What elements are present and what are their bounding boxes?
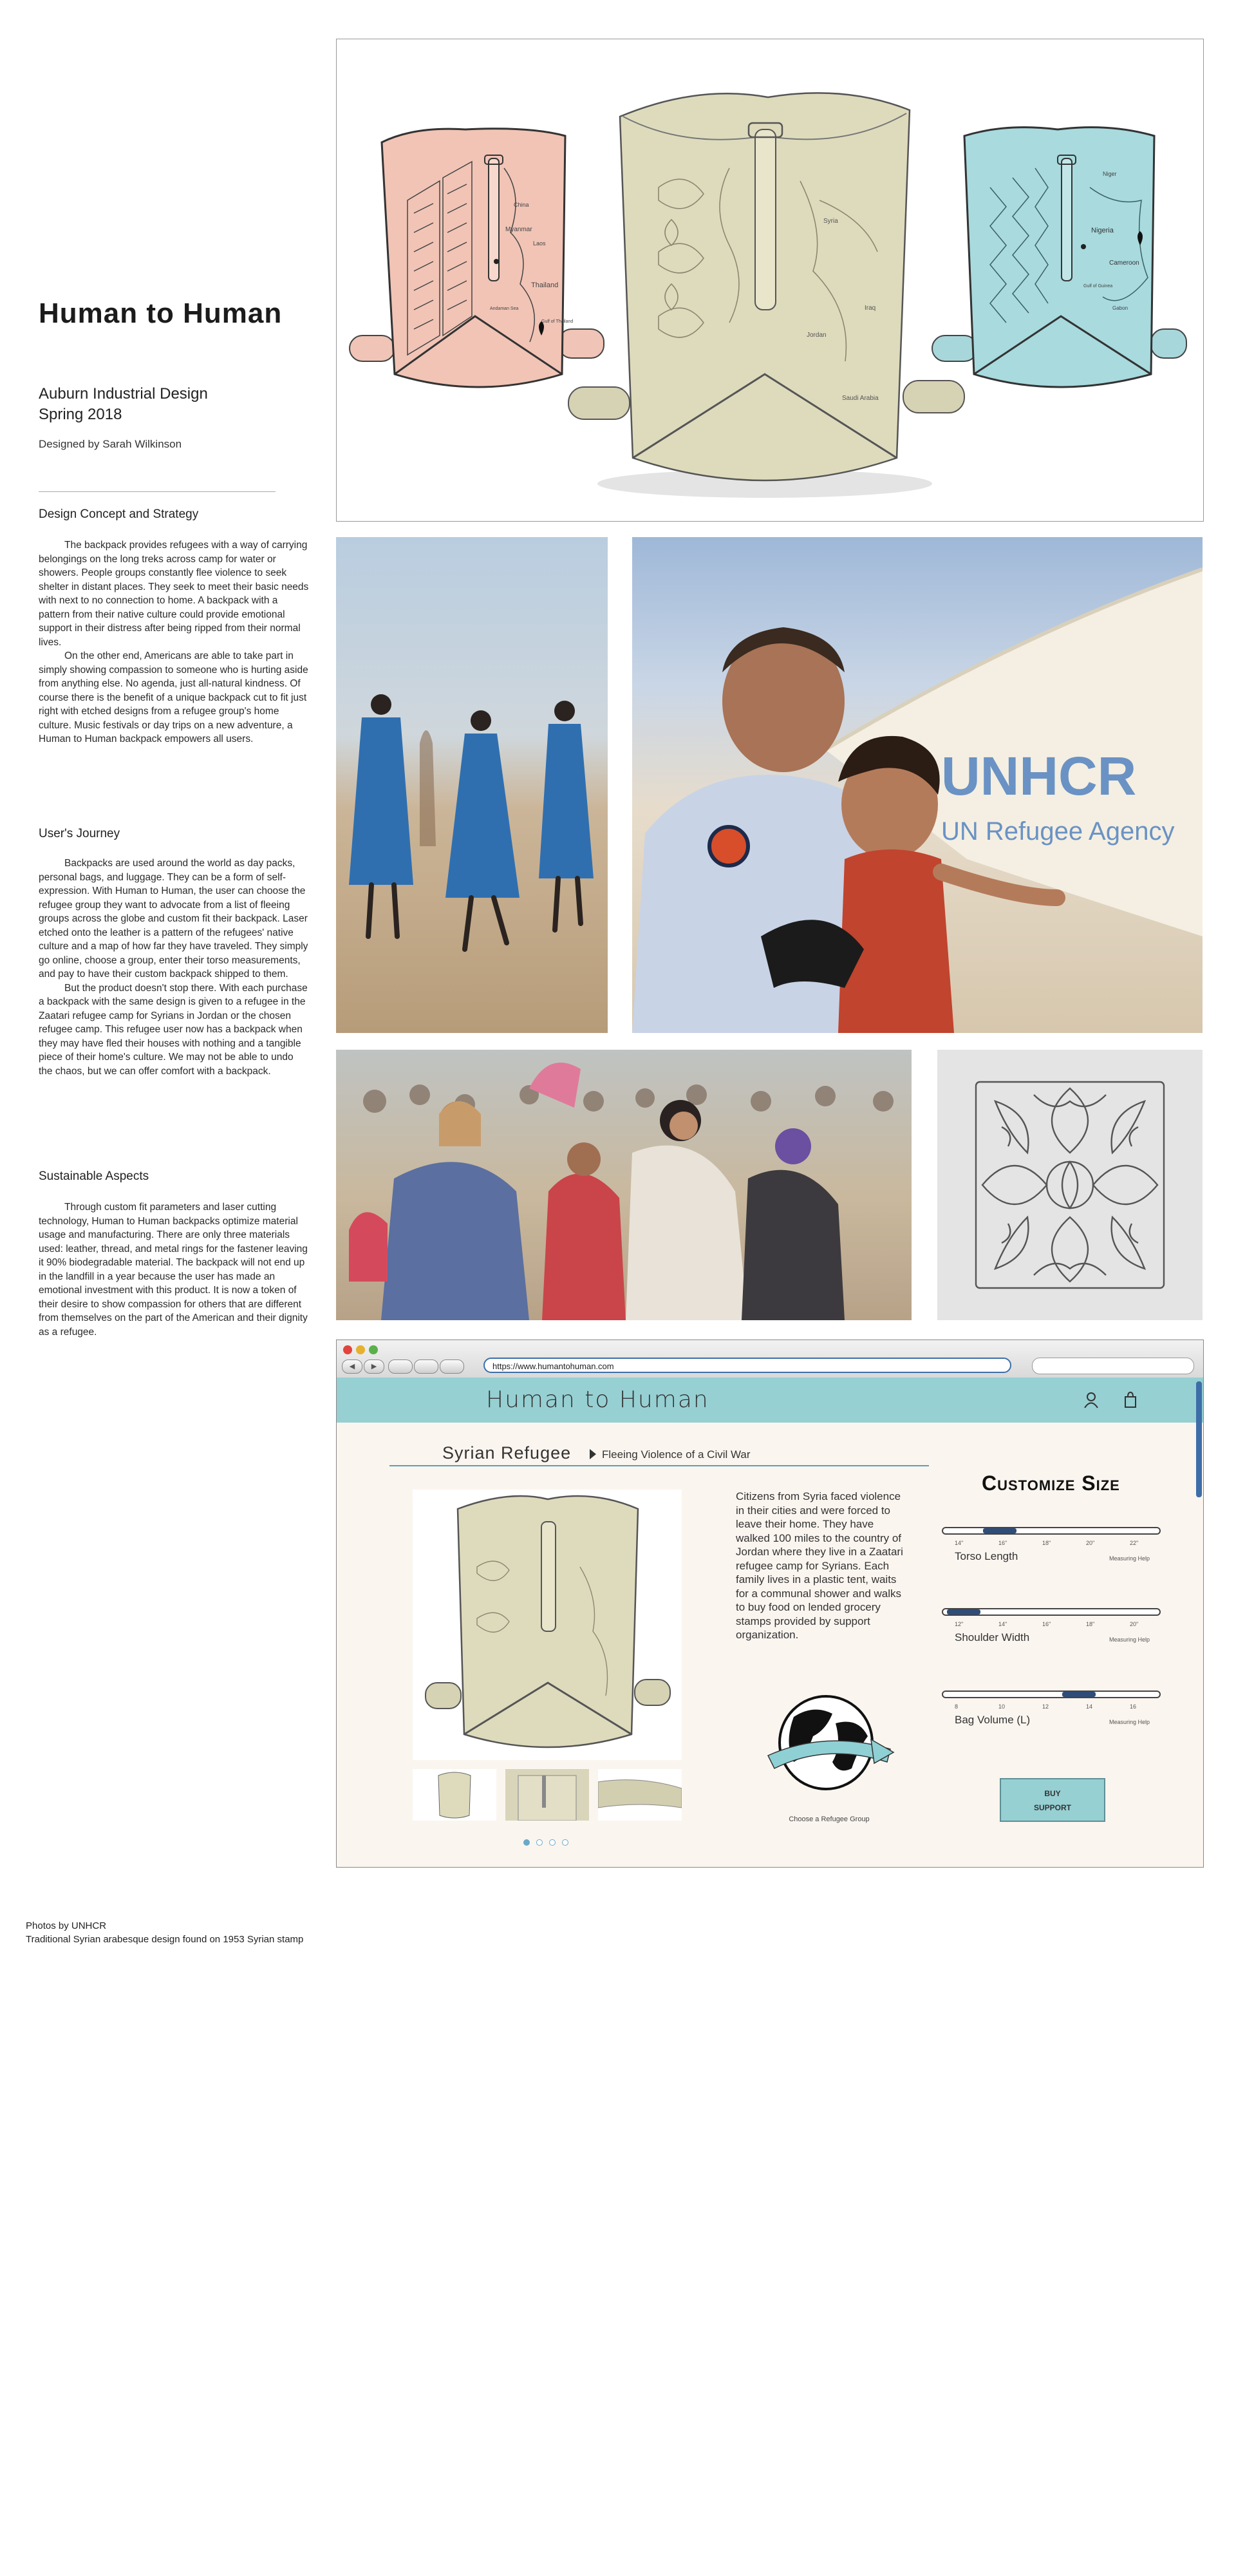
pink-map-label-1: Myanmar — [505, 226, 532, 233]
tent-agency-text: UN Refugee Agency — [941, 817, 1175, 846]
journey-text — [39, 857, 309, 1078]
arabesque-pattern-panel — [937, 1050, 1203, 1320]
sustain-heading: Sustainable Aspects — [39, 1170, 149, 1183]
photo-unhcr-children — [632, 537, 1203, 1033]
url-bar[interactable]: https://www.humantohuman.com — [483, 1358, 1011, 1373]
slider-tick-label: 16" — [998, 1540, 1007, 1546]
thumbnail-1[interactable] — [413, 1769, 496, 1821]
blue-map-label-1: Nigeria — [1091, 227, 1114, 234]
credit-photos: Photos by UNHCR — [26, 1920, 107, 1931]
slider-tick-label: 12 — [1042, 1703, 1049, 1710]
pink-map-label-0: China — [514, 202, 529, 208]
carousel-dot[interactable] — [536, 1839, 543, 1846]
slider-track-1[interactable] — [942, 1608, 1161, 1616]
choose-group-link[interactable]: Choose a Refugee Group — [789, 1815, 870, 1823]
slider-tick-label: 22" — [1130, 1540, 1139, 1546]
carousel-dots — [523, 1837, 575, 1845]
pink-map-label-3: Thailand — [531, 281, 559, 289]
website-mockup-window — [336, 1340, 1204, 1868]
concept-heading: Design Concept and Strategy — [39, 507, 199, 521]
girls-walking-illustration — [336, 537, 608, 1033]
photo-credits — [26, 1919, 303, 1946]
slider-tick-label: 18" — [1086, 1621, 1095, 1627]
beige-map-label-3: Saudi Arabia — [842, 395, 879, 402]
close-window-button[interactable] — [343, 1345, 352, 1354]
thumbnail-2[interactable] — [505, 1769, 589, 1821]
caret-right-icon[interactable] — [589, 1448, 597, 1460]
concept-paragraph-2: On the other end, Americans are able to take part in simply showing compassion to someone who is hurting aside from anything else. No agenda, just all-natural kindness. Of course there is the benefit of a unique backpack cut to fit just right with etched designs from a refugee group's home culture. Music festivals or day trips on a new adventure, a Human to Human backpack empowers all users. — [39, 650, 308, 744]
pink-map-label-2: Laos — [533, 240, 546, 247]
term: Spring 2018 — [39, 406, 122, 423]
beige-map-label-2: Jordan — [807, 332, 827, 339]
thumbnail-3[interactable] — [598, 1769, 682, 1821]
photo-refugee-crowd — [336, 1050, 912, 1320]
back-button[interactable]: ◀ — [342, 1359, 362, 1374]
blue-map-label-2: Cameroon — [1109, 260, 1139, 267]
slider-tick-label: 14 — [1086, 1703, 1093, 1710]
pink-map-label-5: Gulf of Thailand — [541, 319, 574, 324]
slider-track-0[interactable] — [942, 1527, 1161, 1535]
blue-backpack — [932, 128, 1186, 387]
divider — [39, 491, 276, 492]
slider-thumb-2[interactable] — [1062, 1692, 1096, 1697]
product-main-image — [413, 1490, 682, 1760]
support-label: SUPPORT — [1033, 1803, 1071, 1812]
blue-map-label-0: Niger — [1103, 171, 1117, 177]
slider-tick-label: 8 — [955, 1703, 959, 1710]
school-name: Auburn Industrial Design — [39, 385, 208, 402]
concept-text — [39, 538, 309, 746]
buy-support-button[interactable] — [1000, 1778, 1105, 1822]
customize-title: Customize Size — [982, 1472, 1120, 1495]
browser-chrome — [337, 1340, 1203, 1378]
group-header-underline — [389, 1465, 929, 1466]
school-info — [39, 384, 208, 425]
account-icon[interactable] — [1083, 1392, 1099, 1408]
sustain-paragraph-1: Through custom fit parameters and laser cutting technology, Human to Human backpacks optimize material usage and manufacturing. There are only three materials used: leather, thread, and metal rings for the fastener leaving it 90% biodegradable material. The backpack will not end up in the landfill in a year because the user has made an emotional investment with this product. It is now a token of their desire to show compassion for others that are different from themselves on the part of the American and their dignity as a refugee. — [39, 1202, 308, 1338]
slider-tick-label: 16 — [1130, 1703, 1137, 1710]
group-title: Syrian Refugee — [442, 1443, 572, 1463]
measuring-help-link[interactable]: Measuring Help — [1109, 1636, 1150, 1643]
concept-paragraph-1: The backpack provides refugees with a way of carrying belongings on the long treks across camp for water or showers. People groups constantly flee violence to seek shelter in distant places. They seek to meet their basic needs with next to no connection to home. A backpack with a pattern from their native culture could provide emotional support in their distress after being ripped from their normal lives. — [39, 540, 309, 648]
slider-tick-label: 16" — [1042, 1621, 1051, 1627]
browser-search-field[interactable] — [1032, 1358, 1194, 1374]
slider-thumb-0[interactable] — [983, 1528, 1016, 1533]
journey-paragraph-1: Backpacks are used around the world as day packs, personal bags, and luggage. They can be a form of self-expression. With Human to Human, the user can choose the refugee group they want to advocate from a list of fleeing groups across the globe and custom fit their backpack. Laser etched onto the leather is a pattern of the refugees' native culture and a map of how far they have traveled. They simply go online, choose a group, enter their torso measurements, and pay to have their custom backpack shipped to them. — [39, 858, 308, 980]
designer-credit: Designed by Sarah Wilkinson — [39, 438, 182, 450]
bookmarks-button[interactable] — [440, 1359, 464, 1374]
beige-map-label-0: Syria — [823, 218, 838, 225]
refresh-button[interactable] — [388, 1359, 413, 1374]
credit-pattern: Traditional Syrian arabesque design found on 1953 Syrian stamp — [26, 1934, 304, 1945]
globe-icon[interactable] — [762, 1691, 897, 1801]
blue-map-label-4: Gabon — [1112, 305, 1128, 311]
slider-label: Torso Length — [955, 1550, 1018, 1562]
slider-label: Bag Volume (L) — [955, 1714, 1031, 1726]
slider-tick-label: 12" — [955, 1621, 964, 1627]
journey-paragraph-2: But the product doesn't stop there. With each purchase a backpack with the same design is given to a refugee in the Zaatari refugee camp for Syrians in Jordan or the chosen refugee camp. This refugee user now has a backpack when they may have fled their houses with nothing and a tangible piece of their home's culture. We may not be able to undo the chaos, but we can offer comfort with a backpack. — [39, 982, 308, 1077]
measuring-help-link[interactable]: Measuring Help — [1109, 1555, 1150, 1562]
beige-backpack — [568, 93, 964, 498]
pink-map-label-4: Andaman Sea — [490, 307, 519, 311]
slider-track-2[interactable] — [942, 1690, 1161, 1698]
slider-tick-label: 20" — [1086, 1540, 1095, 1546]
arabesque-pattern-illustration — [937, 1050, 1203, 1320]
journey-heading: User's Journey — [39, 827, 120, 840]
product-backpack-illustration — [413, 1490, 682, 1760]
refugee-crowd-illustration — [336, 1050, 912, 1320]
carousel-dot[interactable] — [523, 1839, 530, 1846]
slider-tick-label: 20" — [1130, 1621, 1139, 1627]
backpack-renders-illustration — [337, 39, 1203, 521]
slider-tick-label: 14" — [955, 1540, 964, 1546]
buy-label: BUY — [1044, 1789, 1061, 1798]
measuring-help-link[interactable]: Measuring Help — [1109, 1719, 1150, 1725]
minimize-window-button[interactable] — [356, 1345, 365, 1354]
pink-backpack — [350, 129, 604, 387]
beige-map-label-1: Iraq — [865, 305, 876, 312]
backpack-renders-panel — [336, 39, 1204, 522]
carousel-dot[interactable] — [562, 1839, 568, 1846]
unhcr-children-illustration — [632, 537, 1203, 1033]
tent-unhcr-text: UNHCR — [941, 746, 1137, 806]
group-description: Citizens from Syria faced violence in their cities and were forced to leave their home. They have walked 100 miles to the country of Jordan where they live in a Zaatari refugee camp for Syrians. Each family lives in a plastic tent, waits for a communal shower and walks to buy food on lended grocery stamps provided by support organization. — [736, 1490, 903, 1641]
forward-button[interactable]: ▶ — [364, 1359, 384, 1374]
group-subtitle: Fleeing Violence of a Civil War — [602, 1448, 751, 1461]
page-scrollbar[interactable] — [1196, 1381, 1202, 1497]
maximize-window-button[interactable] — [369, 1345, 378, 1354]
photo-girls-walking — [336, 537, 608, 1033]
carousel-dot[interactable] — [549, 1839, 556, 1846]
slider-thumb-1[interactable] — [947, 1609, 980, 1615]
poster-title: Human to Human — [39, 298, 283, 329]
slider-label: Shoulder Width — [955, 1631, 1030, 1643]
shopping-bag-icon[interactable] — [1123, 1392, 1138, 1408]
sustain-text — [39, 1200, 309, 1339]
home-button[interactable] — [414, 1359, 438, 1374]
site-header — [337, 1378, 1203, 1423]
slider-tick-label: 10 — [998, 1703, 1006, 1710]
slider-tick-label: 14" — [998, 1621, 1007, 1627]
blue-map-label-3: Gulf of Guinea — [1083, 284, 1113, 289]
slider-tick-label: 18" — [1042, 1540, 1051, 1546]
site-title[interactable]: Human to Human — [486, 1387, 709, 1413]
